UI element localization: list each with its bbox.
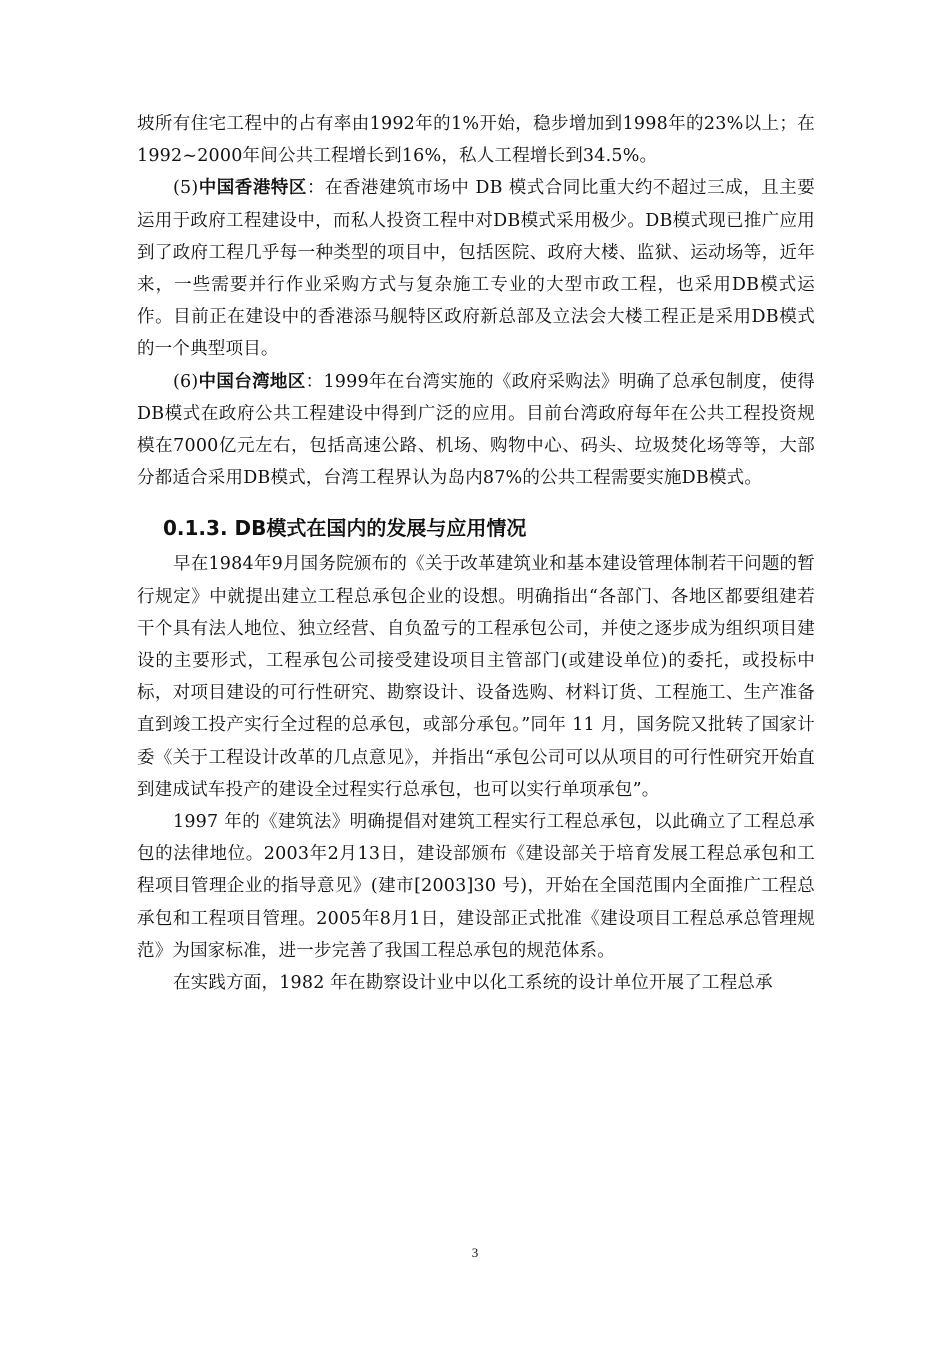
paragraph-taiwan [137, 366, 815, 495]
document-body [137, 108, 815, 999]
paragraph-practice: 在实践方面，1982 年在勘察设计业中以化工系统的设计单位开展了工程总承 [173, 973, 773, 994]
item-text-hong-kong: ：在香港建筑市场中 DB 模式合同比重大约不超过三成，且主要运用于政府工程建设中，而私人投资工程中对DB模式采用极少。DB模式现已推广应用到了政府工程几乎每一种类型的项目中，包括医院、政府大楼、监狱、运动场等，近年来，一些需要并行作业采购方式与复杂施工专业的大型市政工程，也采用DB模式运作。目前正在建设中的香港添马舰特区政府新总部及立法会大楼工程正是采用DB模式的一个典型项目。 [137, 178, 815, 360]
page-number: 3 [471, 1245, 479, 1260]
section-heading: 0.1.3. DB模式在国内的发展与应用情况 [163, 516, 527, 541]
paragraph-continuation: 坡所有住宅工程中的占有率由1992年的1%开始，稳步增加到1998年的23%以上；在1992~2000年间公共工程增长到16%，私人工程增长到34.5%。 [137, 114, 815, 167]
paragraph-construction-law: 1997 年的《建筑法》明确提倡对建筑工程实行工程总承包，以此确立了工程总承包的法律地位。2003年2月13日，建设部颁布《建设部关于培育发展工程总承包和工程项目管理企业的指导意见》(建市[2003]30 号)，开始在全国范围内全面推广工程总承包和工程项目管理。2005年8月1日，建设部正式批准《建设项目工程总承总管理规范》为国家标准，进一步完善了我国工程总承包的规范体系。 [137, 812, 815, 961]
item-number: (6) [173, 371, 199, 392]
paragraph-hong-kong [137, 172, 815, 365]
paragraph-history-1984: 早在1984年9月国务院颁布的《关于改革建筑业和基本建设管理体制若干问题的暂行规定》中就提出建立工程总承包企业的设想。明确指出“各部门、各地区都要组建若干个具有法人地位、独立经营、自负盈亏的工程承包公司，并使之逐步成为组织项目建设的主要形式，工程承包公司接受建设项目主管部门(或建设单位)的委托，或投标中标，对项目建设的可行性研究、勘察设计、设备选购、材料订货、工程施工、生产准备直到竣工投产实行全过程的总承包，或部分承包。”同年 11 月，国务院又批转了国家计委《关于工程设计改革的几点意见》，并指出“承包公司可以从项目的可行性研究开始直到建成试车投产的建设全过程实行总承包，也可以实行单项承包”。 [137, 554, 815, 800]
item-title-taiwan: 中国台湾地区 [198, 371, 306, 392]
item-title-hong-kong: 中国香港特区 [198, 178, 307, 199]
item-number: (5) [173, 178, 199, 199]
item-text-taiwan: ：1999年在台湾实施的《政府采购法》明确了总承包制度，使得DB模式在政府公共工程建设中得到广泛的应用。目前台湾政府每年在公共工程投资规模在7000亿元左右，包括高速公路、机场、购物中心、码头、垃圾焚化场等等，大部分都适合采用DB模式，台湾工程界认为岛内87%的公共工程需要实施DB模式。 [137, 371, 815, 489]
